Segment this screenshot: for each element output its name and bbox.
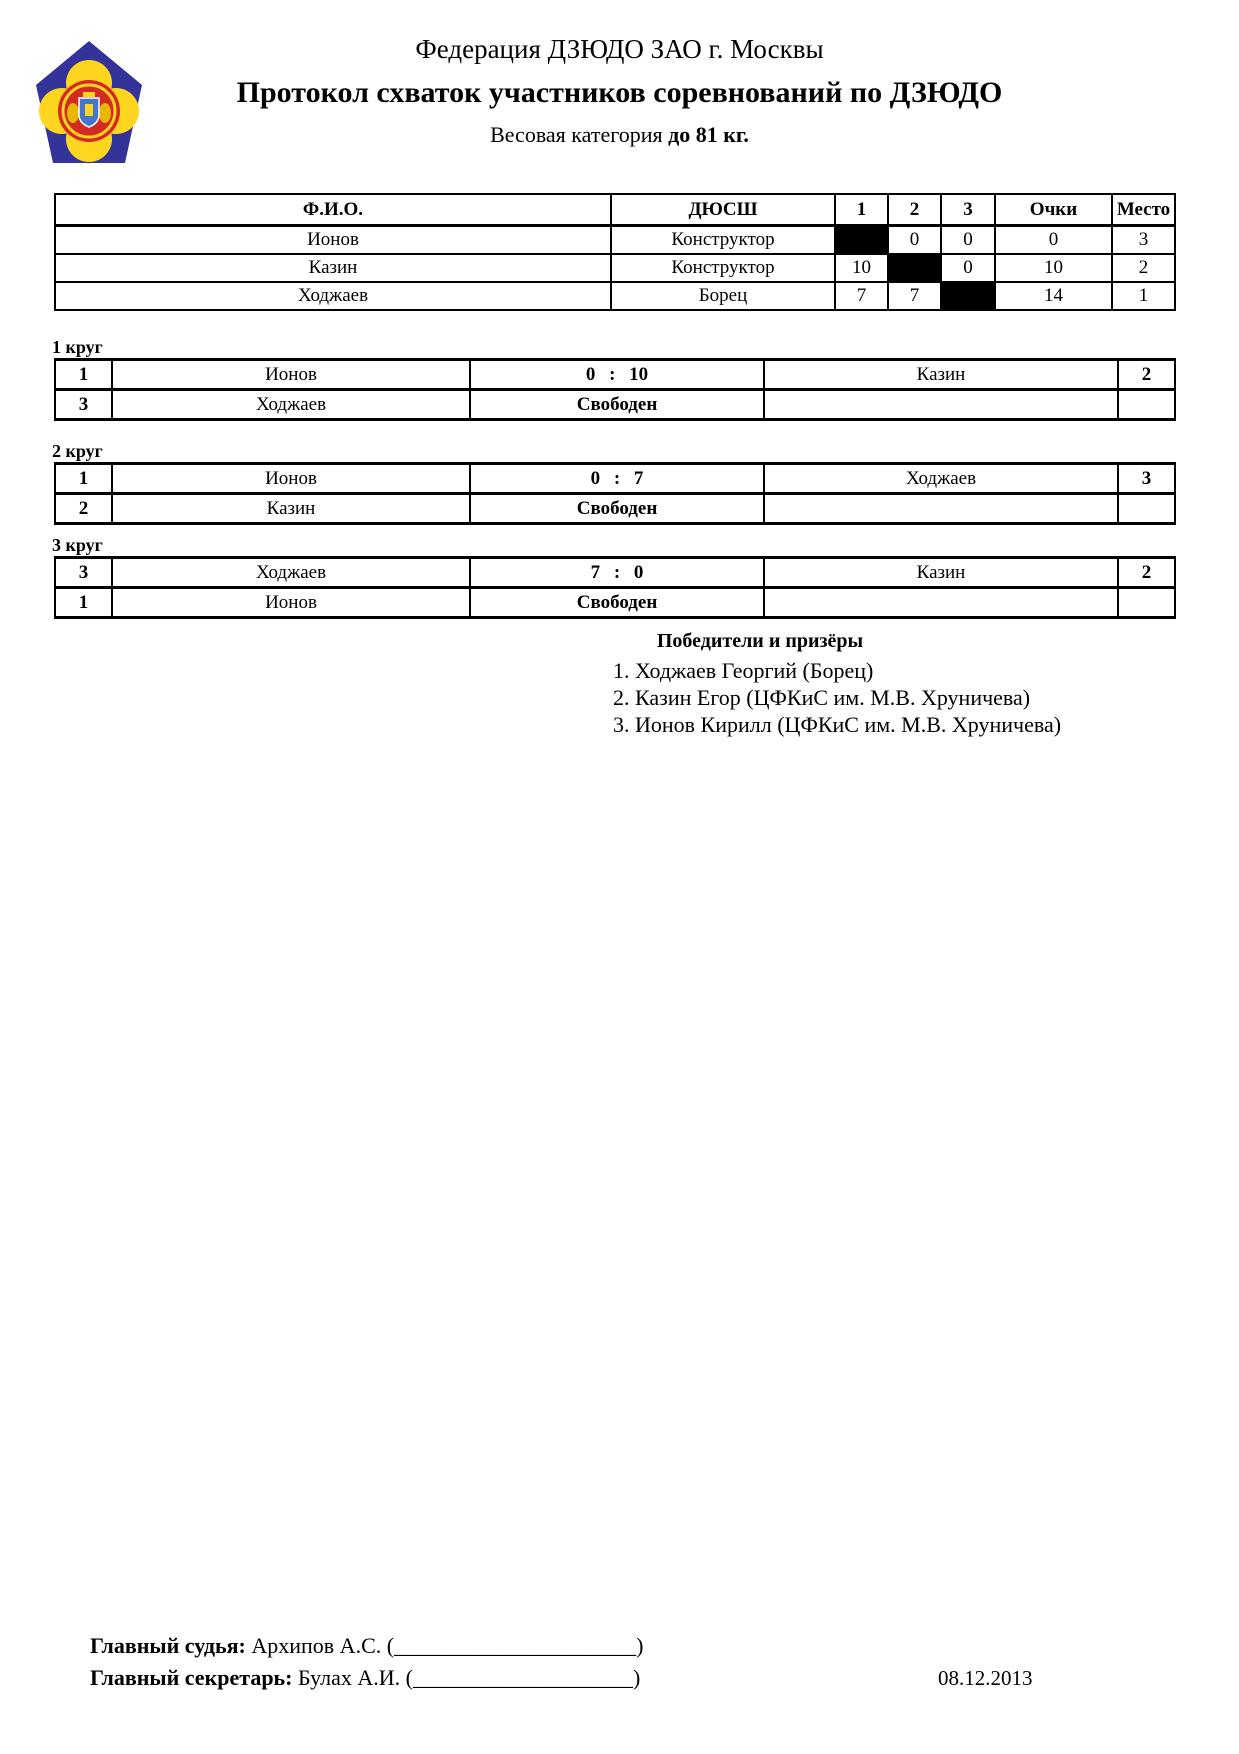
bout-row <box>55 464 1175 494</box>
bout-score: Свободен <box>470 494 764 524</box>
results-row-kazin <box>55 254 1175 282</box>
bout-number: 1 <box>55 464 112 494</box>
bout-row <box>55 360 1175 390</box>
bout-score: 7 : 0 <box>470 558 764 588</box>
round-1-label: 1 круг <box>52 337 103 357</box>
fighter-name: Ходжаев <box>55 282 611 310</box>
bout-fighter: Ионов <box>112 588 470 618</box>
total-points: 0 <box>995 226 1112 255</box>
bout-fighter: Казин <box>112 494 470 524</box>
score-vs-3: 0 <box>941 226 995 255</box>
final-place: 2 <box>1112 254 1175 282</box>
bout-number: 2 <box>55 494 112 524</box>
chief-secretary-label: Главный секретарь: <box>90 1665 299 1690</box>
bout-score: Свободен <box>470 588 764 618</box>
bout-number: 3 <box>55 558 112 588</box>
bout-opponent-number <box>1118 588 1175 618</box>
organization-title: Федерация ДЗЮДО ЗАО г. Москвы <box>415 34 824 64</box>
round-3-label: 3 круг <box>52 535 103 555</box>
self-cell <box>835 226 888 255</box>
results-row-ionov <box>55 226 1175 255</box>
final-place: 3 <box>1112 226 1175 255</box>
col-header-round2: 2 <box>888 194 941 226</box>
col-header-place: Место <box>1112 194 1175 226</box>
bout-fighter: Ионов <box>112 464 470 494</box>
bout-opponent <box>764 390 1118 420</box>
weight-category-line <box>0 122 1239 148</box>
bout-opponent: Казин <box>764 558 1118 588</box>
results-row-khodzhaev <box>55 282 1175 310</box>
bout-opponent-number <box>1118 390 1175 420</box>
col-header-round3: 3 <box>941 194 995 226</box>
document-title: Протокол схваток участников соревнований по ДЗЮДО <box>236 76 1003 109</box>
bout-fighter: Ионов <box>112 360 470 390</box>
weight-category-label: Весовая категория <box>490 122 669 147</box>
score-vs-1: 7 <box>835 282 888 310</box>
bout-score: 0 : 10 <box>470 360 764 390</box>
bout-number: 1 <box>55 588 112 618</box>
bout-opponent <box>764 588 1118 618</box>
score-vs-2: 0 <box>888 226 941 255</box>
fighter-name: Казин <box>55 254 611 282</box>
total-points: 10 <box>995 254 1112 282</box>
col-header-round1: 1 <box>835 194 888 226</box>
winners-list <box>613 657 1061 738</box>
bout-opponent-number <box>1118 494 1175 524</box>
score-vs-3: 0 <box>941 254 995 282</box>
fighter-club: Конструктор <box>611 254 835 282</box>
results-table <box>54 193 1176 311</box>
round-1-table <box>54 358 1176 421</box>
self-cell <box>888 254 941 282</box>
score-vs-2: 7 <box>888 282 941 310</box>
bout-row <box>55 390 1175 420</box>
total-points: 14 <box>995 282 1112 310</box>
bout-opponent: Казин <box>764 360 1118 390</box>
bout-fighter: Ходжаев <box>112 390 470 420</box>
fighter-club: Конструктор <box>611 226 835 255</box>
bout-score: Свободен <box>470 390 764 420</box>
winner-item-3: 3. Ионов Кирилл (ЦФКиС им. М.В. Хруничева) <box>613 712 1062 737</box>
bout-number: 3 <box>55 390 112 420</box>
fighter-club: Борец <box>611 282 835 310</box>
col-header-fio: Ф.И.О. <box>55 194 611 226</box>
col-header-points: Очки <box>995 194 1112 226</box>
chief-secretary-line <box>90 1665 640 1691</box>
bout-opponent-number: 3 <box>1118 464 1175 494</box>
chief-judge-line <box>90 1633 643 1659</box>
winner-item-2: 2. Казин Егор (ЦФКиС им. М.В. Хруничева) <box>613 685 1031 710</box>
bout-opponent-number: 2 <box>1118 360 1175 390</box>
bout-row <box>55 588 1175 618</box>
weight-category-value: до 81 кг. <box>668 122 749 147</box>
score-vs-1: 10 <box>835 254 888 282</box>
final-place: 1 <box>1112 282 1175 310</box>
round-3-table <box>54 556 1176 619</box>
chief-judge-name: Архипов А.С. (______________________) <box>251 1633 644 1658</box>
bout-opponent: Ходжаев <box>764 464 1118 494</box>
bout-fighter: Ходжаев <box>112 558 470 588</box>
self-cell <box>941 282 995 310</box>
chief-secretary-name: Булах А.И. (____________________) <box>298 1665 641 1690</box>
winner-item-1: 1. Ходжаев Георгий (Борец) <box>613 658 874 683</box>
col-header-club: ДЮСШ <box>611 194 835 226</box>
bout-opponent-number: 2 <box>1118 558 1175 588</box>
round-2-label: 2 круг <box>52 441 103 461</box>
results-header-row <box>55 194 1175 226</box>
bout-opponent <box>764 494 1118 524</box>
winners-title: Победители и призёры <box>656 630 864 652</box>
bout-score: 0 : 7 <box>470 464 764 494</box>
bout-row <box>55 494 1175 524</box>
chief-judge-label: Главный судья: <box>90 1633 252 1658</box>
bout-number: 1 <box>55 360 112 390</box>
fighter-name: Ионов <box>55 226 611 255</box>
document-date: 08.12.2013 <box>938 1666 1033 1690</box>
round-2-table <box>54 462 1176 525</box>
bout-row <box>55 558 1175 588</box>
